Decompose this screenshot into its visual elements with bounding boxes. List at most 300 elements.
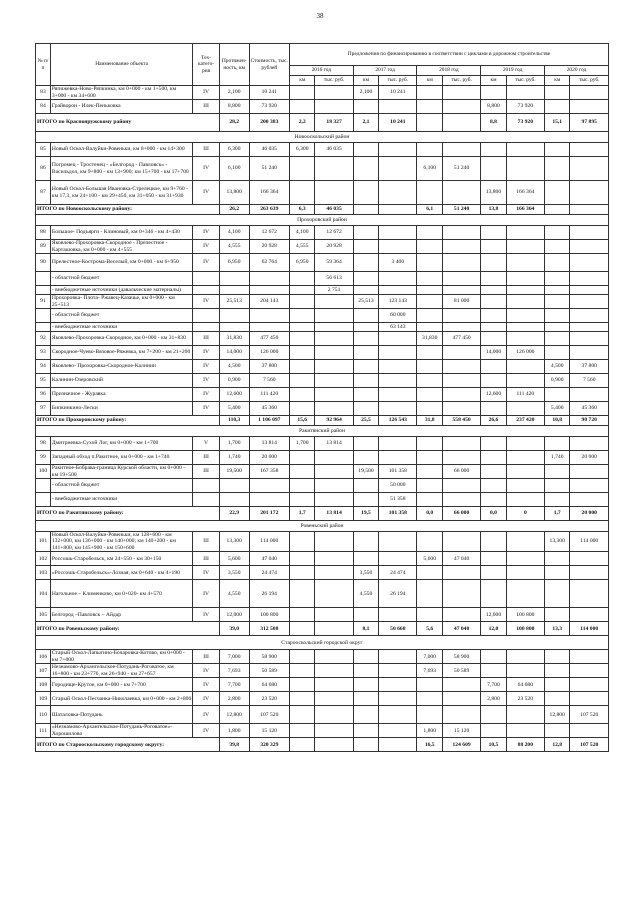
category-cell: IV [193, 240, 220, 254]
year-rub-cell [315, 608, 353, 622]
number-cell: 98 [36, 437, 51, 451]
year-km-cell [481, 286, 507, 295]
object-name: Нагольное – Клименково, км 0+020- км 4+570 [50, 580, 192, 608]
number-cell: 87 [36, 181, 51, 205]
year-rub-cell [570, 86, 609, 100]
category-cell [193, 286, 220, 295]
year-rub-cell: 45 360 [570, 402, 609, 416]
year-rub-cell [442, 272, 480, 286]
category-cell: IV [193, 374, 220, 388]
cost-cell: 12 672 [249, 226, 289, 240]
year-header: 2018 год [417, 66, 481, 76]
year-rub-cell: 13 814 [315, 437, 353, 451]
year-km-cell [481, 580, 507, 608]
year-km-cell [353, 552, 379, 566]
cost-cell: 126 000 [249, 346, 289, 360]
length-cell: 26,2 [219, 205, 249, 215]
year-rub-cell [570, 566, 609, 580]
year-km-cell [353, 650, 379, 664]
category-cell: IV [193, 402, 220, 416]
number-cell: 102 [36, 552, 51, 566]
year-rub-cell [570, 157, 609, 181]
length-cell: 1,800 [219, 724, 249, 738]
year-km-cell [481, 374, 507, 388]
year-rub-cell [442, 181, 480, 205]
year-rub-cell: 51 358 [379, 493, 417, 507]
year-rub-cell: 477 450 [442, 332, 480, 346]
length-cell: 0,900 [219, 374, 249, 388]
col-category: Тех-катего-рия [193, 44, 220, 86]
length-cell: 2,100 [219, 86, 249, 100]
year-km-cell [544, 493, 570, 507]
year-rub-cell [570, 692, 609, 706]
length-cell: 12,000 [219, 608, 249, 622]
year-km-cell [417, 608, 443, 622]
year-rub-cell: 18 327 [315, 114, 353, 132]
table-header [36, 44, 609, 86]
year-rub-cell [379, 678, 417, 692]
year-rub-cell: 50 589 [442, 664, 480, 678]
year-km-cell [544, 332, 570, 346]
object-name: Городище-Крутое, км 0+000 - км 7+700 [50, 678, 192, 692]
year-rub-cell [379, 181, 417, 205]
year-km-cell [481, 479, 507, 493]
length-cell: 7,693 [219, 664, 249, 678]
year-km-cell: 12,0 [481, 622, 507, 636]
year-rub-cell [315, 181, 353, 205]
year-km-cell [544, 580, 570, 608]
year-km-cell: 1,740 [544, 451, 570, 465]
length-cell: 8,800 [219, 100, 249, 114]
category-cell: IV [193, 360, 220, 374]
cost-cell: 114 000 [249, 532, 289, 552]
year-km-cell [544, 143, 570, 157]
year-km-cell [544, 552, 570, 566]
object-name: «Россошь-Старобельск»-Лозная, км 0+640 - км 4+190 [50, 566, 192, 580]
year-rub-cell [442, 706, 480, 724]
year-rub-cell [506, 254, 544, 272]
number-cell: 97 [36, 402, 51, 416]
table-row [36, 532, 609, 552]
year-rub-cell [442, 402, 480, 416]
year-km-cell [481, 706, 507, 724]
category-cell: IV [193, 346, 220, 360]
year-km-cell [289, 332, 315, 346]
length-cell: 5,600 [219, 552, 249, 566]
year-km-cell [544, 157, 570, 181]
number-cell: 103 [36, 566, 51, 580]
length-cell: 13,300 [219, 532, 249, 552]
year-km-cell [417, 346, 443, 360]
year-rub-cell [315, 566, 353, 580]
year-rub-cell [570, 664, 609, 678]
object-name: «Незнамово-Архангельское-Потудань-Роговатое»-Хорошилово [50, 724, 192, 738]
year-rub-cell [506, 664, 544, 678]
year-rub-cell: 114 000 [570, 532, 609, 552]
table-row [36, 706, 609, 724]
year-km-cell [353, 608, 379, 622]
unit-km: км [544, 76, 570, 86]
number-cell: 85 [36, 143, 51, 157]
year-km-cell [544, 608, 570, 622]
year-rub-cell [442, 580, 480, 608]
year-km-cell [353, 346, 379, 360]
financing-table [35, 43, 609, 752]
length-cell [219, 309, 249, 323]
category-cell: IV [193, 608, 220, 622]
year-rub-cell [570, 295, 609, 309]
year-rub-cell: 97 895 [570, 114, 609, 132]
cost-cell: 20 000 [249, 451, 289, 465]
source-label: - областной бюджет [50, 479, 192, 493]
year-rub-cell [442, 143, 480, 157]
length-cell: 7,700 [219, 678, 249, 692]
year-rub-cell [506, 650, 544, 664]
year-rub-cell [379, 437, 417, 451]
cost-cell: 62 764 [249, 254, 289, 272]
year-rub-cell [315, 388, 353, 402]
year-km-cell [353, 181, 379, 205]
category-cell: IV [193, 664, 220, 678]
year-km-cell [544, 650, 570, 664]
year-km-cell: 12,000 [481, 608, 507, 622]
cost-cell: 15 120 [249, 724, 289, 738]
year-rub-cell [506, 451, 544, 465]
year-km-cell [289, 479, 315, 493]
cost-cell [249, 309, 289, 323]
year-rub-cell: 88 200 [506, 738, 544, 752]
year-km-cell: 3,550 [353, 566, 379, 580]
category-cell: III [193, 143, 220, 157]
year-km-cell [289, 181, 315, 205]
cost-cell: 263 639 [249, 205, 289, 215]
number-cell [36, 286, 51, 295]
year-rub-cell: 51 240 [442, 205, 480, 215]
year-rub-cell [570, 437, 609, 451]
cost-cell: 111 420 [249, 388, 289, 402]
col-cost: Стоимость, тыс. рублей [249, 44, 289, 86]
year-km-cell [481, 254, 507, 272]
category-cell: IV [193, 254, 220, 272]
object-name: Прохоровка- Плота- Ржавец-Казачье, км 0+000 - км 25+513 [50, 295, 192, 309]
year-km-cell: 5,6 [417, 622, 443, 636]
object-name: Старый Оскол-Лапыгино-Бочаровка-Котово, км 0+000 - км 7+000 [50, 650, 192, 664]
category-cell: III [193, 100, 220, 114]
number-cell: 90 [36, 254, 51, 272]
year-rub-cell [570, 323, 609, 332]
cost-cell [249, 272, 289, 286]
year-rub-cell [506, 226, 544, 240]
year-rub-cell [379, 451, 417, 465]
category-cell: III [193, 650, 220, 664]
unit-rub: тыс. руб. [442, 76, 480, 86]
year-km-cell: 8,1 [353, 622, 379, 636]
year-km-cell: 14,000 [481, 346, 507, 360]
year-rub-cell [315, 479, 353, 493]
section-title: Новооскольский район [36, 132, 609, 143]
number-cell: 108 [36, 678, 51, 692]
year-rub-cell [570, 678, 609, 692]
year-rub-cell [315, 309, 353, 323]
year-km-cell [289, 678, 315, 692]
source-label: - внебюджетные источники (давальческие материалы) [50, 286, 192, 295]
year-km-cell [417, 451, 443, 465]
number-cell [36, 272, 51, 286]
year-rub-cell [379, 692, 417, 706]
year-rub-cell: 100 800 [506, 608, 544, 622]
number-cell: 107 [36, 664, 51, 678]
year-rub-cell [570, 552, 609, 566]
category-cell: III [193, 332, 220, 346]
cost-cell: 26 194 [249, 580, 289, 608]
object-name: Яковлево-Прохоровка-Скородное, км 0+000 - км 31+830 [50, 332, 192, 346]
year-rub-cell: 126 543 [379, 416, 417, 426]
year-km-cell [481, 566, 507, 580]
subrow [36, 493, 609, 507]
year-rub-cell [570, 205, 609, 215]
cost-cell: 46 035 [249, 143, 289, 157]
category-cell: IV [193, 86, 220, 100]
year-km-cell [289, 388, 315, 402]
number-cell: 110 [36, 706, 51, 724]
total-row [36, 738, 609, 752]
year-rub-cell: 101 358 [379, 507, 417, 521]
length-cell: 3,550 [219, 566, 249, 580]
category-cell: III [193, 451, 220, 465]
year-km-cell [353, 532, 379, 552]
year-rub-cell [506, 332, 544, 346]
year-rub-cell [442, 86, 480, 100]
year-km-cell [289, 724, 315, 738]
year-km-cell [481, 226, 507, 240]
subrow [36, 286, 609, 295]
year-rub-cell [442, 226, 480, 240]
length-cell: 6,100 [219, 157, 249, 181]
number-cell: 99 [36, 451, 51, 465]
number-cell: 94 [36, 360, 51, 374]
year-km-cell [481, 309, 507, 323]
year-km-cell [353, 664, 379, 678]
year-rub-cell: 46 035 [315, 205, 353, 215]
year-km-cell [481, 650, 507, 664]
year-rub-cell [442, 479, 480, 493]
number-cell [36, 309, 51, 323]
year-km-cell [289, 706, 315, 724]
length-cell [219, 286, 249, 295]
year-km-cell [481, 532, 507, 552]
year-km-cell: 7,000 [417, 650, 443, 664]
year-km-cell [353, 402, 379, 416]
year-rub-cell [506, 286, 544, 295]
object-name: Старый Оскол-Песчанка-Николаевка, км 0+000 - км 2+800 [50, 692, 192, 706]
table-row [36, 157, 609, 181]
year-rub-cell [442, 114, 480, 132]
source-label: - внебюджетные источники [50, 323, 192, 332]
year-km-cell [417, 465, 443, 479]
length-cell: 4,555 [219, 240, 249, 254]
year-rub-cell [379, 240, 417, 254]
category-cell: IV [193, 580, 220, 608]
length-cell: 14,000 [219, 346, 249, 360]
table-row [36, 664, 609, 678]
year-km-cell [353, 374, 379, 388]
year-rub-cell: 13 814 [315, 507, 353, 521]
length-cell: 31,830 [219, 332, 249, 346]
year-rub-cell [315, 86, 353, 100]
length-cell: 4,500 [219, 360, 249, 374]
year-km-cell [417, 692, 443, 706]
year-km-cell: 8,8 [481, 114, 507, 132]
year-rub-cell [315, 295, 353, 309]
table-row [36, 226, 609, 240]
year-km-cell [544, 323, 570, 332]
cost-cell: 204 143 [249, 295, 289, 309]
year-rub-cell [442, 286, 480, 295]
unit-rub: тыс. руб. [379, 76, 417, 86]
year-km-cell [481, 272, 507, 286]
object-name: Большое- Подъярги - Клиновый, км 0+346 - км 4+430 [50, 226, 192, 240]
year-km-cell: 4,500 [544, 360, 570, 374]
cost-cell: 312 508 [249, 622, 289, 636]
table-row [36, 608, 609, 622]
year-rub-cell [506, 465, 544, 479]
cost-cell: 10 241 [249, 86, 289, 100]
table-row [36, 692, 609, 706]
unit-km: км [353, 76, 379, 86]
total-row [36, 507, 609, 521]
table-row [36, 724, 609, 738]
year-km-cell [289, 738, 315, 752]
year-rub-cell: 0 [506, 507, 544, 521]
category-cell: IV [193, 226, 220, 240]
length-cell: 1,740 [219, 451, 249, 465]
year-km-cell [353, 157, 379, 181]
year-km-cell: 5,400 [544, 402, 570, 416]
year-km-cell: 13,8 [481, 205, 507, 215]
object-name: Скородное-Чуево-Вязовое-Ряжевка, км 7+200 - км 21+200 [50, 346, 192, 360]
year-rub-cell [379, 286, 417, 295]
year-rub-cell [379, 724, 417, 738]
year-km-cell: 7,700 [481, 678, 507, 692]
year-rub-cell [442, 346, 480, 360]
year-rub-cell [570, 608, 609, 622]
year-header: 2020 год [544, 66, 608, 76]
year-rub-cell: 20 000 [570, 451, 609, 465]
year-rub-cell: 107 520 [570, 706, 609, 724]
year-rub-cell [379, 388, 417, 402]
year-km-cell [289, 360, 315, 374]
year-km-cell [544, 181, 570, 205]
year-km-cell [481, 86, 507, 100]
year-header: 2016 год [289, 66, 353, 76]
year-rub-cell: 81 000 [442, 295, 480, 309]
cost-cell: 107 520 [249, 706, 289, 724]
cost-cell [249, 286, 289, 295]
year-rub-cell [570, 580, 609, 608]
year-km-cell: 7,693 [417, 664, 443, 678]
year-rub-cell [315, 678, 353, 692]
year-km-cell [417, 309, 443, 323]
year-km-cell: 26,6 [481, 416, 507, 426]
year-rub-cell [570, 100, 609, 114]
category-cell: IV [193, 388, 220, 402]
year-km-cell: 15,1 [544, 114, 570, 132]
year-km-cell [353, 724, 379, 738]
number-cell: 83 [36, 86, 51, 100]
year-km-cell [544, 388, 570, 402]
year-rub-cell: 12 672 [315, 226, 353, 240]
year-km-cell: 15,6 [289, 416, 315, 426]
year-rub-cell [570, 272, 609, 286]
year-rub-cell [570, 240, 609, 254]
section-title: Ракитянский район [36, 426, 609, 437]
year-rub-cell [315, 451, 353, 465]
number-cell: 93 [36, 346, 51, 360]
year-km-cell: 0,0 [481, 507, 507, 521]
year-km-cell [417, 286, 443, 295]
length-cell: 39,0 [219, 622, 249, 636]
year-rub-cell [506, 580, 544, 608]
category-cell: III [193, 465, 220, 479]
category-cell: IV [193, 181, 220, 205]
number-cell: 84 [36, 100, 51, 114]
year-rub-cell [506, 479, 544, 493]
year-rub-cell [315, 100, 353, 114]
year-km-cell [544, 205, 570, 215]
total-row [36, 622, 609, 636]
cost-cell: 45 360 [249, 402, 289, 416]
year-rub-cell [506, 532, 544, 552]
category-cell: IV [193, 706, 220, 724]
table-row [36, 451, 609, 465]
category-cell: V [193, 437, 220, 451]
year-rub-cell: 126 000 [506, 346, 544, 360]
table-row [36, 437, 609, 451]
category-cell: IV [193, 295, 220, 309]
cost-cell: 7 560 [249, 374, 289, 388]
cost-cell: 1 106 097 [249, 416, 289, 426]
unit-km: км [417, 76, 443, 86]
year-km-cell [353, 738, 379, 752]
subrow [36, 323, 609, 332]
object-name: Белгород –Павловск – Айдар [50, 608, 192, 622]
year-km-cell [417, 360, 443, 374]
category-cell: IV [193, 566, 220, 580]
year-km-cell [289, 566, 315, 580]
year-km-cell [481, 360, 507, 374]
year-km-cell [417, 388, 443, 402]
object-name: Новый Оскол-Большая Ивановка-Стрелецкое, км 9+760 - км 17,3, км 24+100 - км 29+450, км 31+050 - км 31+930 [50, 181, 192, 205]
table-row [36, 552, 609, 566]
cost-cell [249, 493, 289, 507]
year-km-cell [417, 374, 443, 388]
year-km-cell: 4,550 [353, 580, 379, 608]
year-rub-cell [315, 374, 353, 388]
year-km-cell [289, 650, 315, 664]
cost-cell: 64 680 [249, 678, 289, 692]
section-row [36, 215, 609, 226]
year-km-cell: 2,2 [289, 114, 315, 132]
year-km-cell [481, 493, 507, 507]
year-rub-cell [570, 493, 609, 507]
cost-cell: 37 800 [249, 360, 289, 374]
year-rub-cell: 56 613 [315, 272, 353, 286]
year-km-cell [544, 465, 570, 479]
year-rub-cell [442, 608, 480, 622]
year-rub-cell [315, 402, 353, 416]
year-rub-cell: 10 241 [379, 86, 417, 100]
number-cell: 100 [36, 465, 51, 479]
